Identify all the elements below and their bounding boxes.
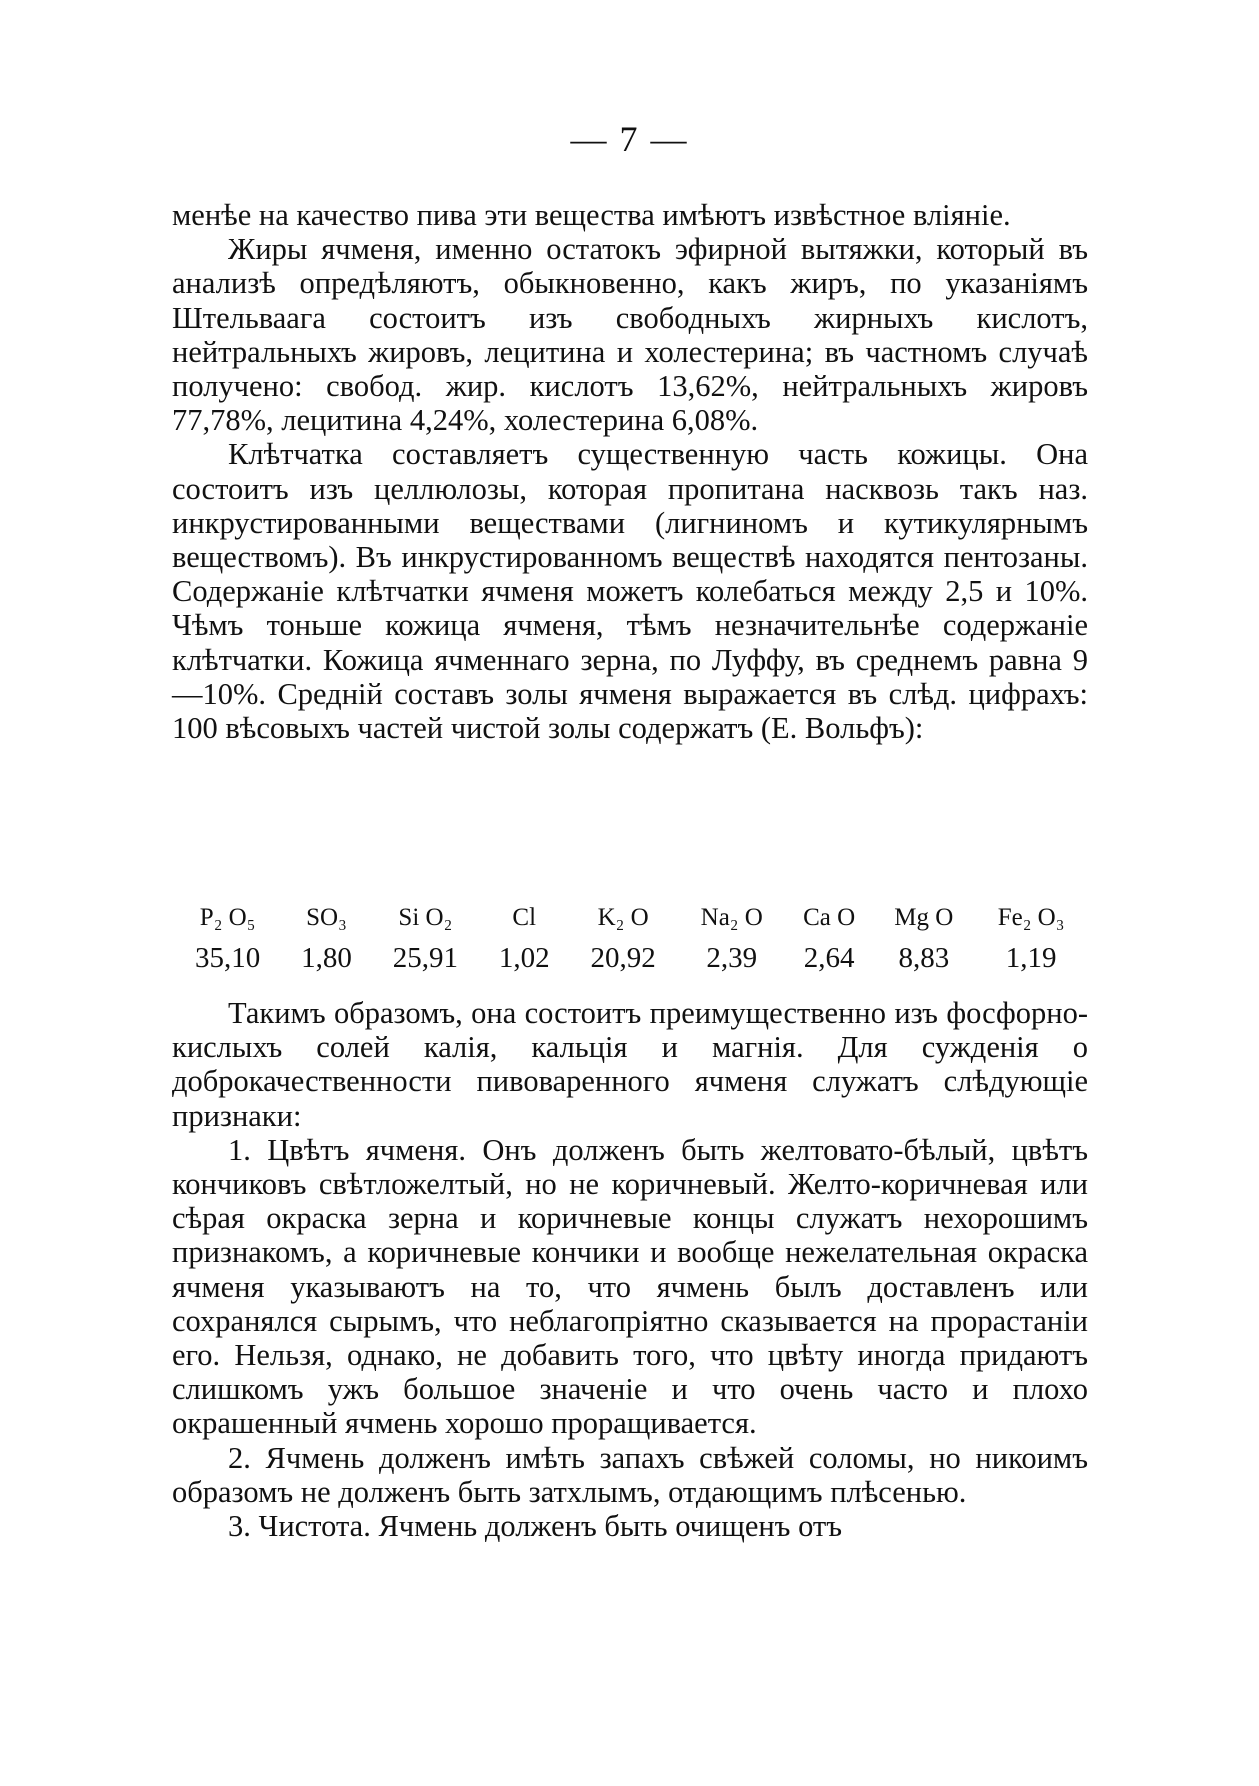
value-cell: 1,02 — [498, 941, 550, 974]
paragraph-summary: Такимъ образомъ, она состоитъ преимущественно изъ фосфорно-кислыхъ солей калія, кальція и магнія. Для сужденія о доброкачественности пивоваренного ячменя служатъ слѣдующіе признаки: — [172, 996, 1088, 1133]
paragraph-item-2-smell: 2. Ячмень долженъ имѣть запахъ свѣжей соломы, но никоимъ образомъ не долженъ быть затхлымъ, отдающимъ плѣсенью. — [172, 1440, 1088, 1509]
paragraph-item-3-purity: 3. Чистота. Ячмень долженъ быть очищенъ отъ — [228, 1509, 843, 1544]
value-cell: 2,64 — [803, 941, 855, 974]
formula-cell: P₂ O₅ — [199, 904, 256, 931]
formula-cell: Cl — [512, 904, 537, 931]
page-number: — 7 — — [570, 119, 689, 159]
paragraph-fats: Жиры ячменя, именно остатокъ эфирной вытяжки, который въ анализѣ опредѣляютъ, обыкновенно, какъ жиръ, по указаніямъ Штельваага состоитъ изъ свободныхъ жирныхъ кислотъ, нейтральныхъ жировъ, лецитина и холестерина; въ частномъ случаѣ получено: свобод. жир. кислотъ 13,62%, нейтральныхъ жировъ 77,78%, лецитина 4,24%, холестерина 6,08%. — [172, 232, 1088, 438]
value-cell: 20,92 — [590, 941, 656, 974]
formula-cell: K₂ O — [597, 904, 649, 931]
formula-cell: Fe₂ O₃ — [997, 904, 1065, 931]
formula-cell: Na₂ O — [700, 904, 763, 931]
paragraph-fiber: Клѣтчатка составляетъ существенную часть кожицы. Она состоитъ изъ целлюлозы, которая пропитана насквозь такъ наз. инкрустированными веществами (лигниномъ и кутикулярнымъ веществомъ). Въ инкрустированномъ веществѣ находятся пентозаны. Содержаніе клѣтчатки ячменя можетъ колебаться между 2,5 и 10%. Чѣмъ тоньше кожица ячменя, тѣмъ незначительнѣе содержаніе клѣтчатки. Кожица ячменнаго зерна, по Луффу, въ среднемъ равна 9—10%. Средній составъ золы ячменя выражается въ слѣд. цифрахъ: 100 вѣсовыхъ частей чистой золы содержатъ (Е. Вольфъ): — [172, 437, 1088, 746]
formula-cell: Mg O — [894, 904, 954, 931]
formula-cell: Si O₂ — [398, 904, 453, 931]
value-row — [172, 936, 1088, 980]
value-cell: 1,80 — [301, 941, 352, 974]
upper-text-block — [172, 198, 1088, 745]
value-cell: 8,83 — [898, 941, 950, 974]
lower-text-block — [172, 996, 1088, 1543]
paragraph-continuation: менѣе на качество пива эти вещества имѣютъ извѣстное вліяніе. — [172, 198, 1011, 232]
ash-composition-table — [172, 900, 1088, 980]
paragraph-item-1-color: 1. Цвѣтъ ячменя. Онъ долженъ быть желтовато-бѣлый, цвѣтъ кончиковъ свѣтложелтый, но не коричневый. Желто-коричневая или сѣрая окраска зерна и коричневые концы служатъ нехорошимъ признакомъ, а коричневые кончики и вообще нежелательная окраска ячменя указываютъ на то, что ячмень былъ доставленъ или сохранялся сырымъ, что неблагопріятно сказывается на прорастаніи его. Нельзя, однако, не добавить того, что цвѣту иногда придаютъ слишкомъ ужъ большое значеніе и что очень часто и плохо окрашенный ячмень хорошо проращивается. — [172, 1132, 1088, 1441]
formula-row — [172, 900, 1088, 936]
formula-cell: SO₃ — [306, 904, 347, 931]
value-cell: 1,19 — [1005, 941, 1057, 974]
value-cell: 25,91 — [392, 941, 458, 974]
value-cell: 2,39 — [706, 941, 758, 974]
formula-cell: Ca O — [803, 904, 856, 931]
value-cell: 35,10 — [194, 941, 261, 974]
